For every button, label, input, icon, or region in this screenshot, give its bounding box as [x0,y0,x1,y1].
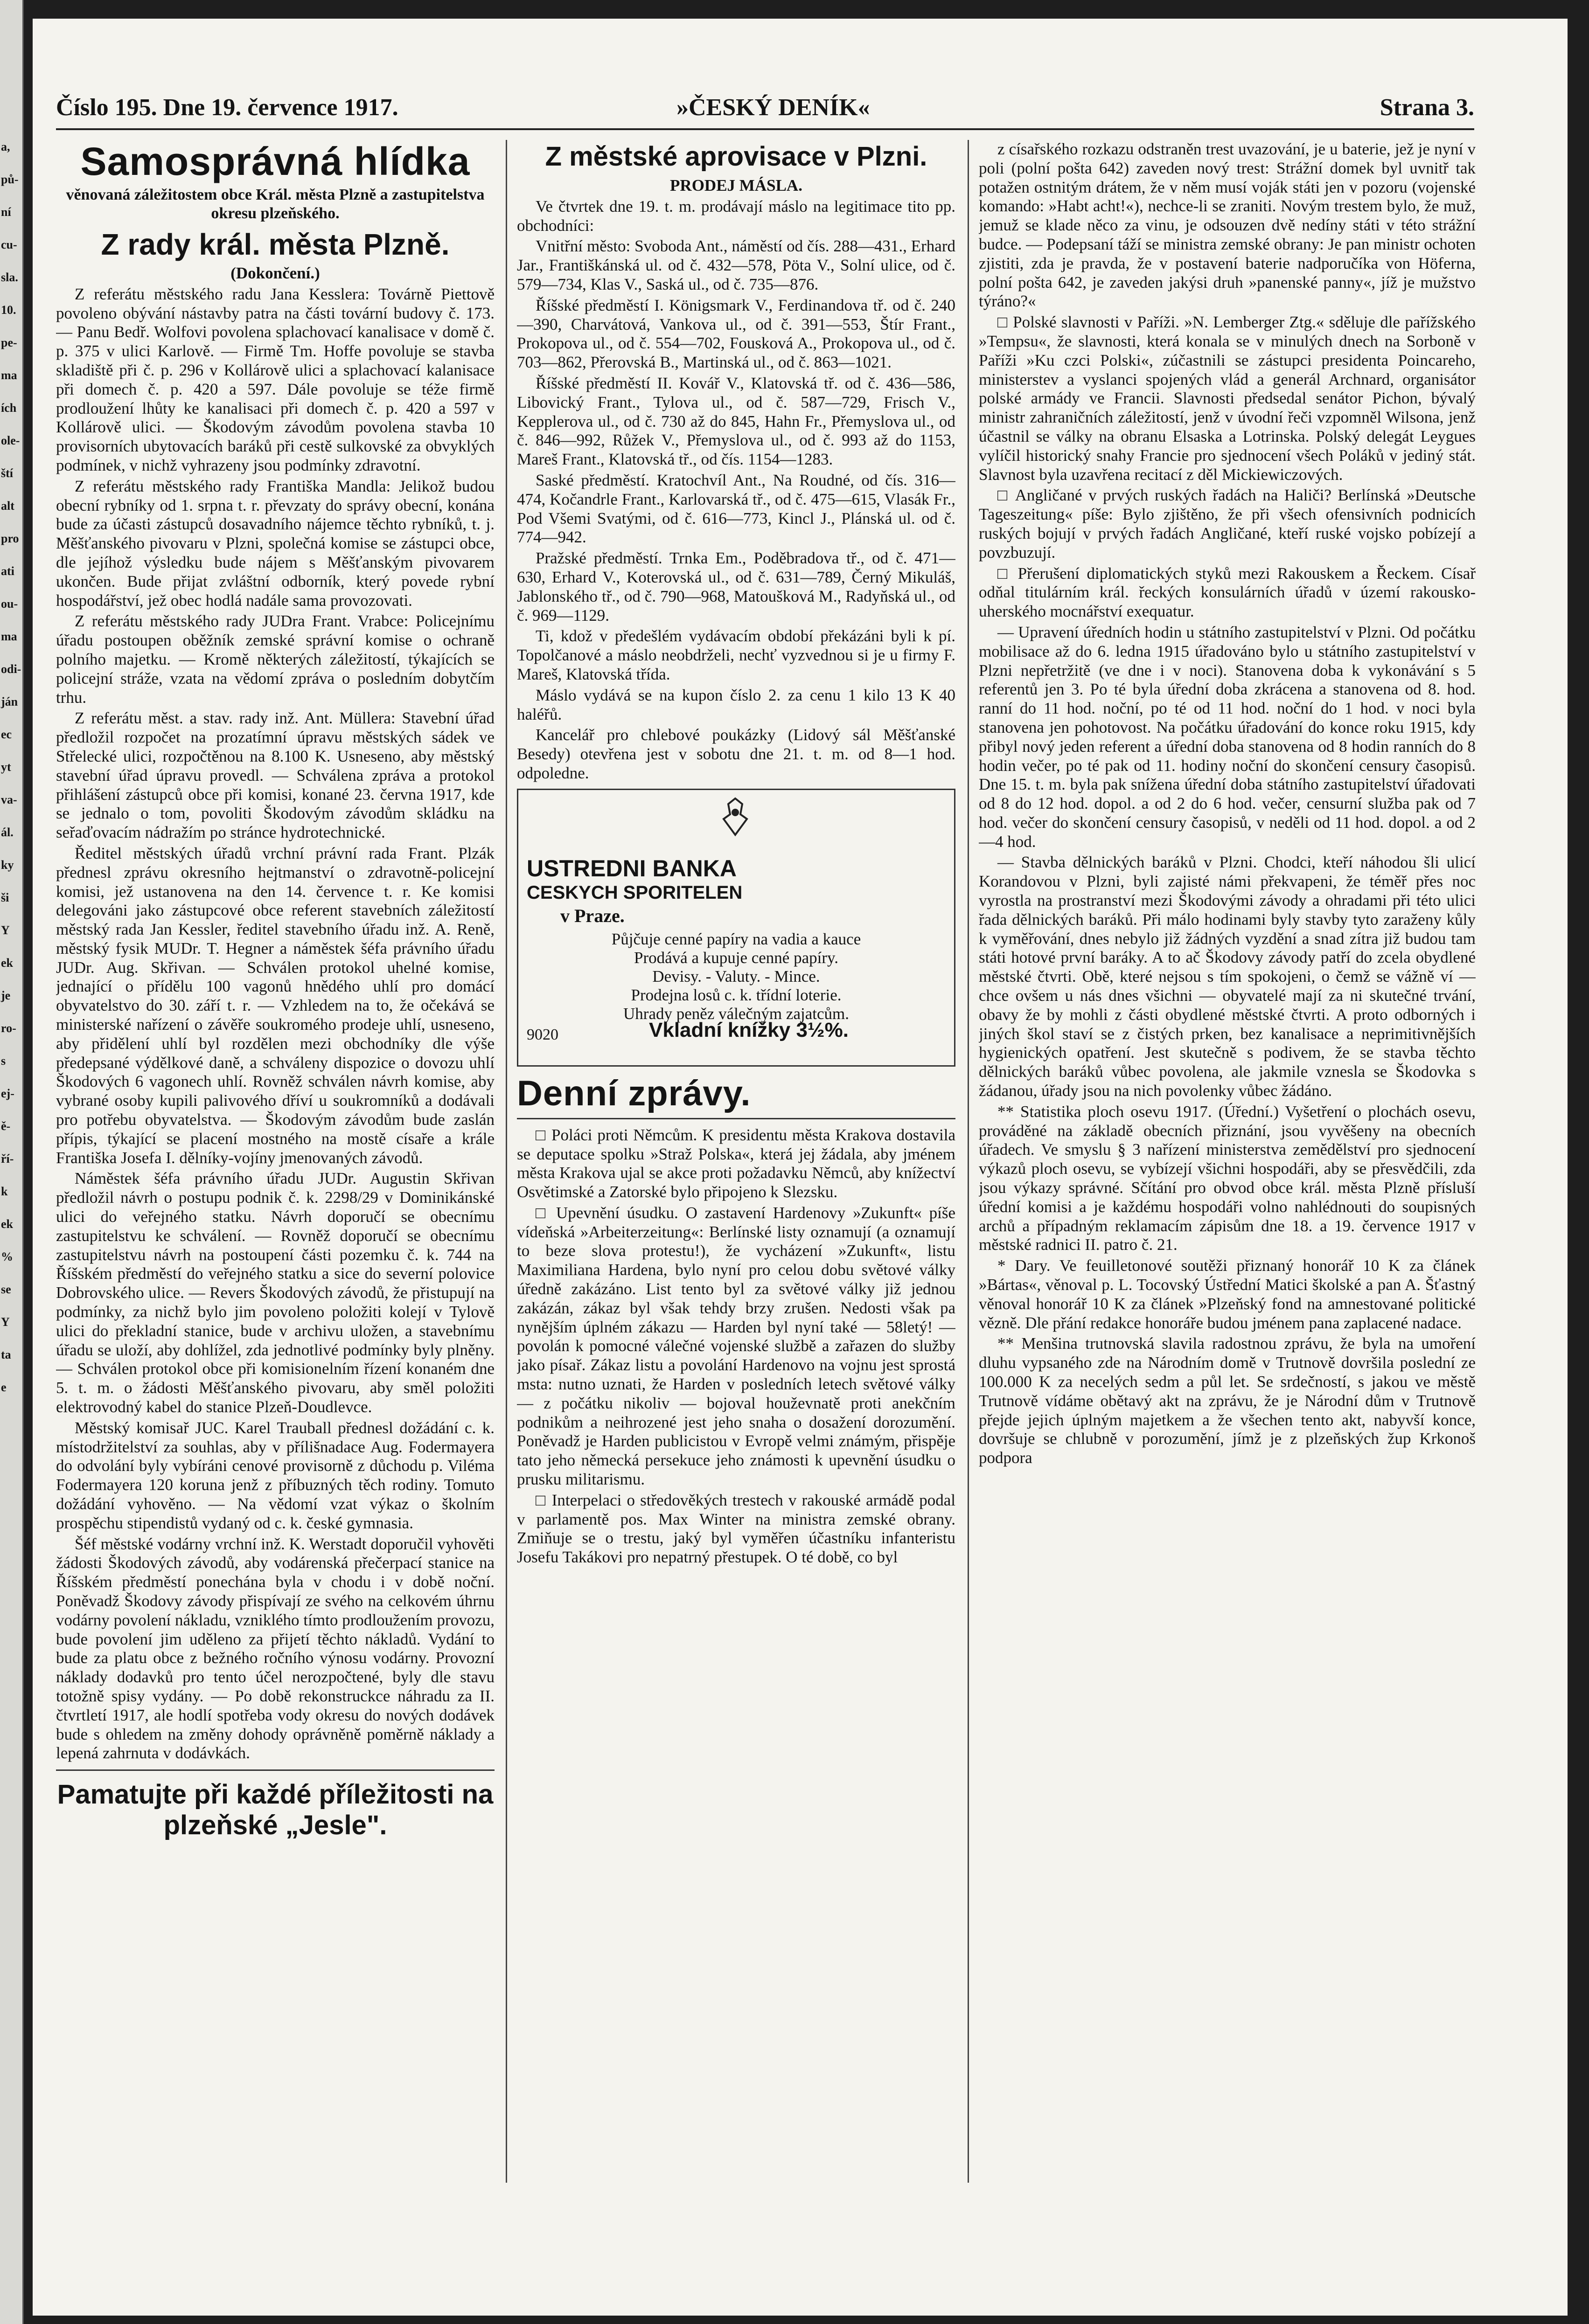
paper-title: »ČESKÝ DENÍK« [676,94,870,121]
issue-date: Číslo 195. Dne 19. července 1917. [56,94,398,121]
gutter-fragment: ě- [1,1119,11,1133]
column-aprovisace [517,140,955,2192]
bank-line: Uhrady peněz válečným zajatcům. [623,1004,849,1023]
gutter-fragment: ro- [1,1021,16,1035]
bank-slogan: Vkladní knížky 3½%. [649,1018,849,1041]
bank-city: v Praze. [560,905,625,926]
gutter-fragment: ta [1,1348,11,1361]
gutter-fragment: ec [1,728,12,741]
gutter-fragment: ek [1,1217,13,1231]
gutter-fragment: % [1,1250,13,1263]
gutter-fragment: yt [1,760,11,774]
jesle-notice: Pamatujte při každé příležitosti na plzeňské „Jesle". [57,1779,494,1841]
adjacent-page-strip [0,0,24,2324]
paragraph: ** Statistika ploch osevu 1917. (Úřední.) Vyšetření o plochách osevu, prováděné na základě obecních přiznání, jsou vyvěšeny na obecních úřadech. Ve smyslu § 3 nařízení ministerstva zemědělství pro sjednocení výkazů ploch osevu, se vybízejí všichni hospodáři, aby se přesvědčili, zda jsou výkazy správné. Sčítání pro obvod obce král. města Plzně přísluší úřední komisi a je každému hospodáři volno nahlédnouti do soupisných archů a případným reklamacím zápisům dne 18. a 19. července 1917 v městské radnici II. patro č. 21. [979,1102,1476,1254]
gutter-fragment: ma [1,368,17,382]
section-subtitle: věnovaná záležitostem obce Král. města Plzně a zastupitelstva okresu plzeňského. [66,186,485,222]
paragraph: □ Angličané v prvých ruských řadách na Haliči? Berlínská »Deutsche Tageszeitung« píše: Bylo zjištěno, že při všech ofensivních podnicích ruských bojují v prvých řadách Angličané, kteří ruské vojsko pobízejí a povzbuzují. [979,486,1476,562]
section-title: Samosprávná hlídka [80,140,470,183]
gutter-fragment: ole- [1,434,20,447]
gutter-fragment: k [1,1185,8,1198]
section-title: Z městské aprovisace v Plzni. [545,141,927,172]
gutter-fragment: a, [1,140,10,153]
bank-line: Prodává a kupuje cenné papíry. [634,948,838,967]
page-header [56,91,1474,130]
gutter-fragment: 10. [1,303,16,317]
page-number: Strana 3. [1380,94,1474,121]
crest-icon [714,796,756,838]
gutter-fragment: ati [1,564,14,578]
article-body [517,197,955,783]
article-heading: PRODEJ MÁSLA. [670,176,802,194]
gutter-fragment: ky [1,858,14,872]
gutter-fragment: ej- [1,1087,14,1100]
bank-line: Devisy. - Valuty. - Mince. [652,967,820,985]
paragraph: * Dary. Ve feuilletonové soutěži přiznaný honorář 10 K za článek »Bártas«, věnoval p. L. Tocovský Ústřední Matici školské a pan A. Šťastný věnoval honorář 10 K za článek »Plzeňský fond na amnestované politické vězně. Dle přání redakce honoráře budou jménem pana zaplacené nadace. [979,1256,1476,1332]
article-heading: Z rady král. města Plzně. [101,228,450,261]
gutter-fragment: pe- [1,336,17,349]
bank-line: Půjčuje cenné papíry na vadia a kauce [611,930,861,948]
gutter-fragment: ní [1,205,11,219]
bank-advertisement [517,789,955,1067]
divider [517,1118,955,1119]
gutter-fragment: Y [1,923,10,937]
column-divider [968,140,969,2183]
news-body [979,140,1476,1468]
column-news-continued [979,140,1476,2192]
paragraph: Z referátu měst. a stav. rady inž. Ant. Müllera: Stavební úřad předložil rozpočet na prozatímní úpravu městských sádek ve Střelecké ulici, rozpočtěnou na 8.100 K. Usneseno, aby městský stavební úřad úpravu provedl. — Schválena zpráva a protokol přihlášení zástupců obce při komisi, konané 23. června 1917, kde se jednalo o tom, povoliti Škodovým závodům skládku na seřaďovacím nádražím po stránce hydrotechnické. [56,709,495,842]
bank-name: USTREDNI BANKA [527,855,737,881]
continuation-note: (Dokončení.) [230,264,320,282]
gutter-fragment: s [1,1054,6,1068]
gutter-fragment: ří- [1,1152,14,1165]
gutter-fragment: Y [1,1315,10,1329]
gutter-fragment: ek [1,956,13,970]
paragraph: □ Interpelaci o středověkých trestech v rakouské armádě podal v parlamentě pos. Max Winter na ministra zemské obrany. Zmiňuje se o trestu, jaký byl vyměřen účastníku infanteristu Josefu Takákovi pro nepatrný přestupek. O té době, co byl [517,1491,955,1567]
article-body [56,285,495,1763]
gutter-fragment: ján [1,695,18,708]
paragraph: Vnitřní město: Svoboda Ant., náměstí od čís. 288—431., Erhard Jar., Františkánská ul. od č. 432—578, Pöta V., Solní ulice, od č. 579—734, Klas V., Saská ul., od č. 735—876. [517,237,955,293]
column-divider [506,140,507,2183]
paragraph: Máslo vydává se na kupon číslo 2. za cenu 1 kilo 13 K 40 haléřů. [517,686,955,723]
paragraph: □ Polské slavnosti v Paříži. »N. Lemberger Ztg.« sděluje dle pařížského »Tempsu«, že slavnosti, která konala se v minulých dnech na Sorboně v Paříži »Ku czci Polski«, zúčastnili se zástupci presidenta Poincareho, ministerstev a vyslanci spojených vlád a generál Archnard, organisátor polské armády ve Francii. Slavnosti předsedal senátor Pichon, bývalý ministr zahraničních záležitostí, jenž v úvodní řeči vzpomněl Wilsona, jenž účastnil se války na obranu Elsaska a Lotrinska. Polský delegát Leygues vylíčil historický snahy Francie pro sjednocení všech Poláků v jediný stát. Slavnost byla uzavřena recitací z děl Mickiewiczových. [979,313,1476,484]
divider [56,1769,495,1771]
paragraph: Kancelář pro chlebové poukázky (Lidový sál Měšťanské Besedy) otevřena jest v sobotu dne 21. t. m. od 8—1 hod. odpoledne. [517,726,955,782]
gutter-fragment: pů- [1,173,19,186]
paragraph: □ Přerušení diplomatických styků mezi Rakouskem a Řeckem. Císař odňal titulárním král. řeckých konsulárních úřadů v území rakousko-uherského mocnářství exequatur. [979,564,1476,621]
news-title: Denní zprávy. [517,1073,751,1113]
paragraph: Městský komisař JUC. Karel Trauball přednesl dožádání c. k. místodržitelství za souhlas, aby v přílišnadace Aug. Fodermayera do odvolání byly vybíráni cenové provisorně z důchodu p. Viléma Fodermayera 120 koruna jenž z příbuzných těch rodiny. Tomuto dožádání vyhověno. — Na vědomí vzat výkaz o školním prospěchu stipendistů vydaný od c. k. české gymnasia. [56,1418,495,1532]
bank-line: Prodejna losů c. k. třídní loterie. [631,985,842,1004]
gutter-fragment: ál. [1,826,14,839]
gutter-fragment: odi- [1,662,21,676]
bank-subname: CESKYCH SPORITELEN [527,882,743,903]
paragraph: □ Upevnění úsudku. O zastavení Hardenovy »Zukunft« píše vídeňská »Arbeiterzeitung«: Berlínské listy oznamují (a oznamují to beze slova protestu!), že vycházení »Zukunft«, listu Maximiliana Hardena, bylo nyní pro celou dobu světové války úředně zakázáno. List tento byl za světové války již jednou zakázán, zákaz byl však tehdy brzy zrušen. Nedosti však pa nynějším úplném zákazu — Harden byl nyní také — 58letý! — povolán k pomocné válečné vojenské službě a zařazen do služby jako písař. Zákaz listu a povolání Hardenovo na vojnu jest sprostá msta: nutno uznati, že Harden v posledních letech světové války — z počátku nikoliv — bojoval houževnatě proti anekčním podnikům a neihrozené jest jeho snaha o dosažení dorozumění. Poněvadž je Harden publicistou v Evropě velmi známým, přispěje tato jeho německá persekuce jeho známosti k upevnění úsudku o prusku militarismu. [517,1203,955,1489]
gutter-fragment: ští [1,466,13,480]
paragraph: Pražské předměstí. Trnka Em., Poděbradova tř., od č. 471—630, Erhard V., Koterovská ul., od č. 631—789, Černý Mikuláš, Jablonského tř., od č. 790—968, Matoušková M., Radyňská ul., od č. 969—1129. [517,549,955,624]
gutter-fragment: ou- [1,597,18,610]
gutter-fragment: e [1,1381,7,1394]
gutter-fragment: pro [1,532,19,545]
gutter-fragment: ši [1,891,9,904]
paragraph: Ředitel městských úřadů vrchní právní rada Frant. Plzák přednesl zprávu okresního hejtmanství o zdravotně-policejní komisi, jež ustanovena na den 14. července t. r. Ke komisi delegováni jako zástupcové obce referent stavebních záležitostí městský rada Jan Kessler, ředitel stavebního úřadu inž. A. Reně, městský fysik MUDr. T. Hegner a náměstek šéfa právního úřadu JUDr. Aug. Skřivan. — Schválen protokol uhelné komise, jednající o přídělu 100 vagonů hnědého uhlí pro domácí obyvatelstvo do 30. září t. r. — Vzhledem na to, že očekává se ministerské nařízení o závěře soukromého prodeje uhlí, usneseno, aby přidělení uhlí byl rozdělen mezi obchodníky dle výše předepsané výdělkové daně, a schváleny dispozice o dovozu uhlí Škodových 6 vagonech uhlí. Rovněž schválen návrh komise, aby vybrané osoby kupili palivového dříví u soukromníků a dodávali pro potřebu obyvatelstva. — Škodovým závodům bude zaslán přípis, týkající se placení mostného na mostě císaře a krále Františka Josefa I. dělníky-vojíny jmenovaných závodů. [56,844,495,1167]
paragraph: z císařského rozkazu odstraněn trest uvazování, je u baterie, jež je nyní v poli (polní pošta 642) zaveden nový trest: Strážní domek byl uvnitř tak potažen ostnitým drátem, že v něm musí voják státi jen v pozoru (vojenské komando: »Habt acht!«), nechce-li se zraniti. Novým trestem bylo, že muž, jemuž se klade něco za vinu, je odsouzen dvě nedíny státi v této strážní budce. — Podepsaní táží se ministra zemské obrany: Je pan ministr ochoten zjistiti, zda je pravda, že v postavení baterie nadporučíka von Höferna, polní pošta 642, je zaveden jakýsi druh »panenské panny«, jíž je mužstvo týráno?« [979,140,1476,311]
paragraph: ** Menšina trutnovská slavila radostnou zprávu, že byla na umoření dluhu vypsaného zde na Národním domě v Trutnově dovršila poslední ze 100.000 K za necelých sedm a půl let. Se srdečností, s jakou ve městě Trutnově vídáme obětavý akt na zprávu, že je Národní dům v Trutnově přejde jejich úplným majetkem a že všechen tento akt, nabyvší konce, dovršuje se chlubně v porozumění, jímž je z plzeňských žup Krkonoš podpora [979,1334,1476,1467]
paragraph: — Stavba dělnických baráků v Plzni. Chodci, kteří náhodou šli ulicí Korandovou v Plzni, byli zajisté námi překvapeni, že téměř přes noc vyrostla na prostranství mezi Škodovými závody a ohradami při této ulici řada dělnických baráků. Při málo hodinami byly stavby tyto zaraženy kůly k vyměřování, dnes nebylo již žádných vyzdění a snad zítra již budou tam státi hotové první baráky. A to ač Škodovy závody patří do zcela obydlené městské čtvrti. Obě, které nejsou s tím spokojeni, o čemž se vážně ví — chce ovšem u nás dnes všichni — obyvatelé mají za ni skutečné trvání, obavy že by mohli z části obydlené městské čtvrti. A proto odborných i jiných škol staví se z čistých prken, bez kanalisace a neprimitivnějších hygienických opatření. Jest skutečně s podivem, že se stavba těchto dělnických baráků vůbec povolena, ale jakmile vznesla se Škodovka s žádanou, úřady jsou na nich povolenky vůbec žádáno. [979,853,1476,1100]
paragraph: Saské předměstí. Kratochvíl Ant., Na Roudné, od čís. 316—474, Kočandrle Frant., Karlovarská tř., od č. 475—615, Vlasák Fr., Pod Všemi Svatými, od č. 616—773, Kincl J., Plánská ul. od č. 774—942. [517,471,955,547]
paragraph: — Upravení úředních hodin u státního zastupitelství v Plzni. Od počátku mobilisace až do 6. ledna 1915 úřadováno bylo u státního zastupitelství v Plzni nepřetržitě (ve dne i v noci). Stanovena doba k vykonávání s 5 referentů jen 3. Po té byla úřední doba zkrácena a stanovena od 8. hod. ranní do 11 hod. noční, po té od 11 hod. noční do 1 hod. v noci byla stanovena jen pohotovost. Na počátku úřadování do konce roku 1915, kdy přibyl nový jeden referent a úřední doba stanovena od 8 hodin ranních do 8 hodin večer, po té pak od 11. hodiny noční do skončení censury časopisů. Dne 15. t. m. byla pak snížena úřední doba státního zastupitelství úřadovati od 8 do 12 hod. dopol. a od 2 do 6 hod. večer, censurní služba pak od 7 hod. večer do skončení censury časopisů, v neděli od 11 hod. dopol. a od 2—4 hod. [979,623,1476,851]
gutter-fragment: ma [1,630,17,643]
gutter-fragment: va- [1,793,17,806]
paragraph: □ Poláci proti Němcům. K presidentu města Krakova dostavila se deputace spolku »Straž Polska«, která jej žádala, aby jménem města Krakova ujal se akce proti požadavku Němců, aby knížectví Osvětimské a Zatorské bylo připojeno k Slezsku. [517,1125,955,1201]
gutter-fragment: cu- [1,238,17,251]
gutter-fragment: je [1,989,11,1002]
paragraph: Šéf městské vodárny vrchní inž. K. Werstadt doporučil vyhověti žádosti Škodových závodů, aby vodárenská přečerpací stanice na Říšském předměstí ponechána byla v chodu i v době noční. Poněvadž Škodovy závody přispívají ze svého na celkovém úhrnu vodárny povolení nákladu, vzniklého tímto prodloužením provozu, bude povolení jim uděleno za přijetí těchto nákladů. Vydání to bude za platu obce z bežného ročního výnosu vodárny. Provozní náklady dodavků pro tento účel nerozpočtené, byly dle stavu totožně spisy vydány. — Po době rekonstruckce náhradu za II. čtvrtletí 1917, ale hodlí spotřeba vody okresu do nových dodávek bude s ohledem na změny dohody oprávněně poměrně náklady a lepená zahrnuta v dodávkách. [56,1534,495,1762]
gutter-fragment: alt [1,499,14,513]
gutter-fragment: sla. [1,271,18,284]
column-samospravna-hlidka [56,140,495,2166]
gutter-fragment: ích [1,401,17,415]
paragraph: Z referátu městského rady JUDra Frant. Vrabce: Policejnímu úřadu postoupen oběžník zemské správní komise o ochraně polního majetku. — Kromě některých záležitostí, týkajících se policejní stráže, vzata na vědomí zpráva o posledním dobytčím trhu. [56,612,495,707]
paragraph: Ve čtvrtek dne 19. t. m. prodávají máslo na legitimace tito pp. obchodníci: [517,197,955,235]
gutter-fragment: se [1,1283,11,1296]
paragraph: Z referátu městského rady Františka Mandla: Jelikož budou obecní rybníky od 1. srpna t. r. převzaty do správy obecní, konána bude za účasti zástupců dosavadního nájemce těchto rybníků, t. j. Měšťanského pivovaru v Plzni, společná komise se zástupci obce, dle jejíhož výsledku bude nájem s Měšťanským pivovarem ukončen. Bude přijat zvláštní odborník, který povede rybní hospodářství, jež obec hodlá nadále sama provozovati. [56,477,495,610]
news-body [517,1126,955,1567]
paragraph: Říšské předměstí II. Kovář V., Klatovská tř. od č. 436—586, Libovický Frant., Tylova ul., od č. 587—729, Frisch V., Kepplerova ul., od č. 730 až do 845, Hahn Fr., Přemyslova ul., od č. 846—992, Růžek V., Přemyslova ul., od č. 993 až do 1153, Mareš Frant., Klatovská tř., od čís. 1154—1283. [517,374,955,469]
ad-code: 9020 [527,1026,558,1043]
paragraph: Ti, kdož v předešlém vydávacím období překázáni byli k pí. Topolčanové a máslo neobdrželi, nechť vyzvednou si je u firmy F. Mareš, Klatovská třída. [517,627,955,683]
paragraph: Náměstek šéfa právního úřadu JUDr. Augustin Skřivan předložil návrh o postupu podnik č. k. 2298/29 v Dominikánské ulici do veřejného statku. Návrh doporučí se obecnímu zastupitelstvu ke schválení. — Rovněž doporučí se obecnímu zastupitelstvu návrh na postoupení části pozemku č. k. 744 na Říšském předměstí do veřejného statku a sice do severní polovice Dobrovského ulice. — Revers Škodových závodů, že přistupují na podmínky, za nichž bylo jim povoleno položiti kolejí v Tylově ulici do překladní stanice, bude v archivu uložen, a stavebnímu úřadu se uloží, aby dohlížel, zda jednotlivé podmínky byly plněny. — Schválen protokol obce při komisionelním řízení konaném dne 5. t. m. o žádosti Měšťanského pivovaru, aby směl položiti elektrovodný kabel do stanice Plzeň-Doudlevce. [56,1169,495,1416]
paragraph: Říšské předměstí I. Königsmark V., Ferdinandova tř. od č. 240—390, Charvátová, Vankova ul., od č. 391—553, Štír Frant., Prokopova ul., od č. 554—702, Fousková A., Prokopova ul., od č. 703—862, Přerovská B., Martinská ul., od č. 863—1021. [517,296,955,372]
paragraph: Z referátu městského radu Jana Kesslera: Továrně Piettově povoleno obývání nástavby patra na části tovární budovy č. 173. — Panu Bedř. Wolfovi povolena splachovací kanalisace v domě č. p. 375 v ulici Karlově. — Firmě Tm. Hoffe povoluje se stavba skladiště při č. p. 296 v Kollárově ulici a splachovací kalanisace při domech č. p. 420 a 597. Dále povoluje se téže firmě prodloužení lhůty ke kanalisaci při domech č. p. 420 a 597 v Kollárově ulici. — Škodovým závodům povolena stavba 10 provisorních ubytovacích baráků při cestě sulkovské za obvyklých podmínek, v nichž vyhrazeny jsou podmínky zdravotní. [56,284,495,474]
